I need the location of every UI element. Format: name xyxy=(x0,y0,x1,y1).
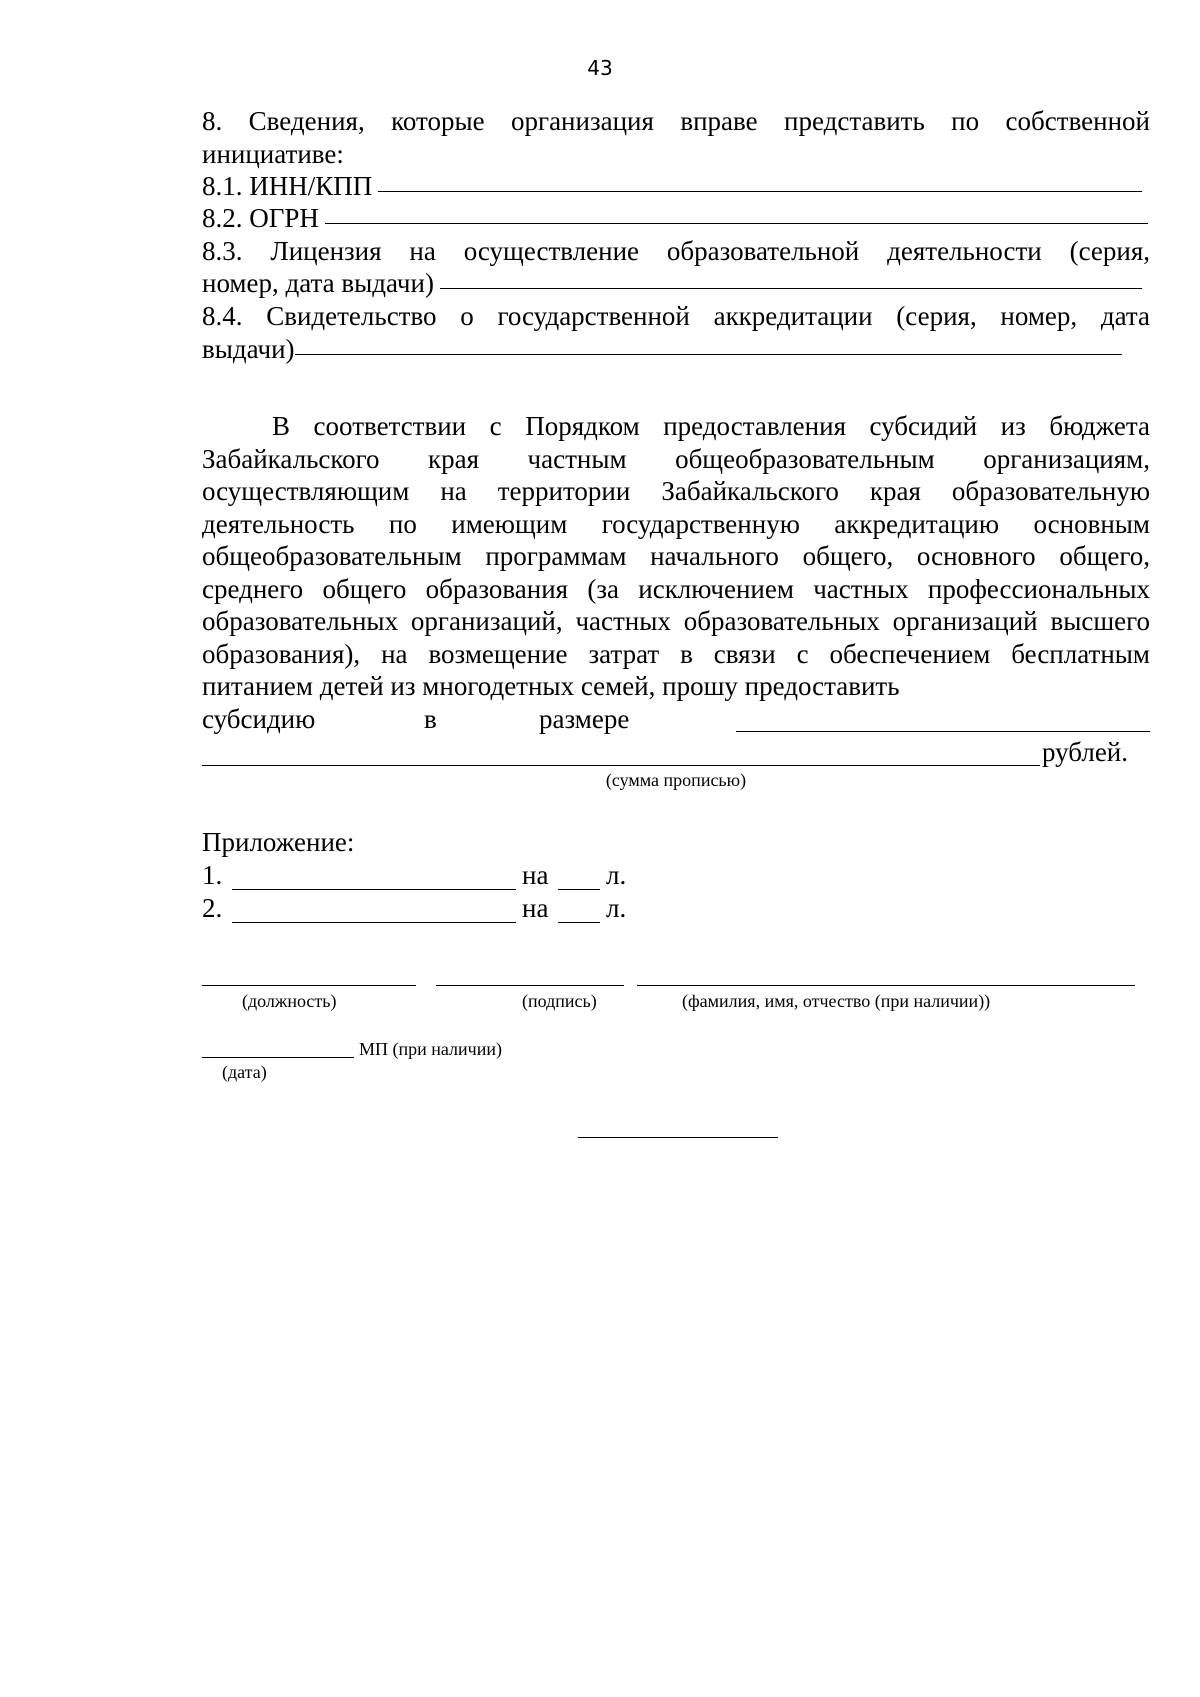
accreditation-row xyxy=(202,333,1122,366)
inn-kpp-row xyxy=(202,170,1142,203)
license-row xyxy=(202,267,1142,300)
position-field[interactable] xyxy=(202,985,416,986)
subsidy-word: субсидию xyxy=(202,704,316,734)
ogrn-field[interactable] xyxy=(325,223,1148,224)
attachments-heading: Приложение: xyxy=(202,827,355,857)
signature-field[interactable] xyxy=(436,985,624,986)
section-8-heading: 8. Сведения, которые организация вправе представить по собственной инициативе: xyxy=(202,106,1150,169)
position-caption: (должность) xyxy=(242,991,337,1011)
subsidy-amount-line xyxy=(202,703,1150,736)
request-paragraph: В соответствии с Порядком предоставления субсидий из бюджета Забайкальского края частным общеобразовательным организациям, осуществляющим на территории Забайкальского края образовательную деятельность по имеющим государственную аккредитацию основным общеобразовательным программам начального общего, основного общего, среднего общего образования (за исключением частных профессиональных образовательных организаций, частных образовательных организаций высшего образования), на возмещение затрат в связи с обеспечением бесплатным питанием детей из многодетных семей, прошу предоставить xyxy=(202,411,1150,701)
attachment-sheets-field[interactable] xyxy=(558,889,600,890)
attachment-sheets-label: л. xyxy=(606,893,627,923)
attachment-number: 2. xyxy=(202,893,223,923)
amount-words-field[interactable] xyxy=(202,765,1040,766)
in-word: в xyxy=(424,704,437,734)
attachment-on-label: на xyxy=(522,860,549,890)
stamp-label: МП (при наличии) xyxy=(359,1039,502,1059)
inn-kpp-field[interactable] xyxy=(378,191,1142,192)
license-line-1: 8.3. Лицензия на осуществление образовательной деятельности (серия, xyxy=(202,236,1150,266)
accreditation-line-1: 8.4. Свидетельство о государственной аккредитации (серия, номер, дата xyxy=(202,301,1150,331)
ogrn-row xyxy=(202,202,1148,235)
attachment-name-field[interactable] xyxy=(232,889,516,890)
attachment-on-label: на xyxy=(522,893,549,923)
attachment-sheets-label: л. xyxy=(606,860,627,890)
inn-kpp-label: 8.1. ИНН/КПП xyxy=(202,171,373,201)
date-field[interactable] xyxy=(202,1057,354,1058)
page-number: 43 xyxy=(587,56,613,80)
license-field[interactable] xyxy=(440,288,1142,289)
attachment-name-field[interactable] xyxy=(232,922,516,923)
license-label: номер, дата выдачи) xyxy=(202,268,434,298)
full-name-caption: (фамилия, имя, отчество (при наличии)) xyxy=(682,991,991,1011)
amount-numeric-field[interactable] xyxy=(736,731,1150,732)
closing-divider xyxy=(578,1137,778,1138)
accreditation-field[interactable] xyxy=(295,354,1122,355)
attachment-item xyxy=(202,892,1150,925)
amount-word: размере xyxy=(539,704,630,734)
date-caption: (дата) xyxy=(222,1062,267,1082)
full-name-field[interactable] xyxy=(637,985,1135,986)
rubles-label: рублей. xyxy=(1042,737,1129,767)
amount-caption: (сумма прописью) xyxy=(605,770,747,790)
attachment-number: 1. xyxy=(202,860,223,890)
attachment-item xyxy=(202,859,1150,892)
accreditation-label: выдачи) xyxy=(202,334,295,364)
ogrn-label: 8.2. ОГРН xyxy=(202,203,319,233)
signature-caption: (подпись) xyxy=(522,991,597,1011)
attachment-sheets-field[interactable] xyxy=(558,922,600,923)
